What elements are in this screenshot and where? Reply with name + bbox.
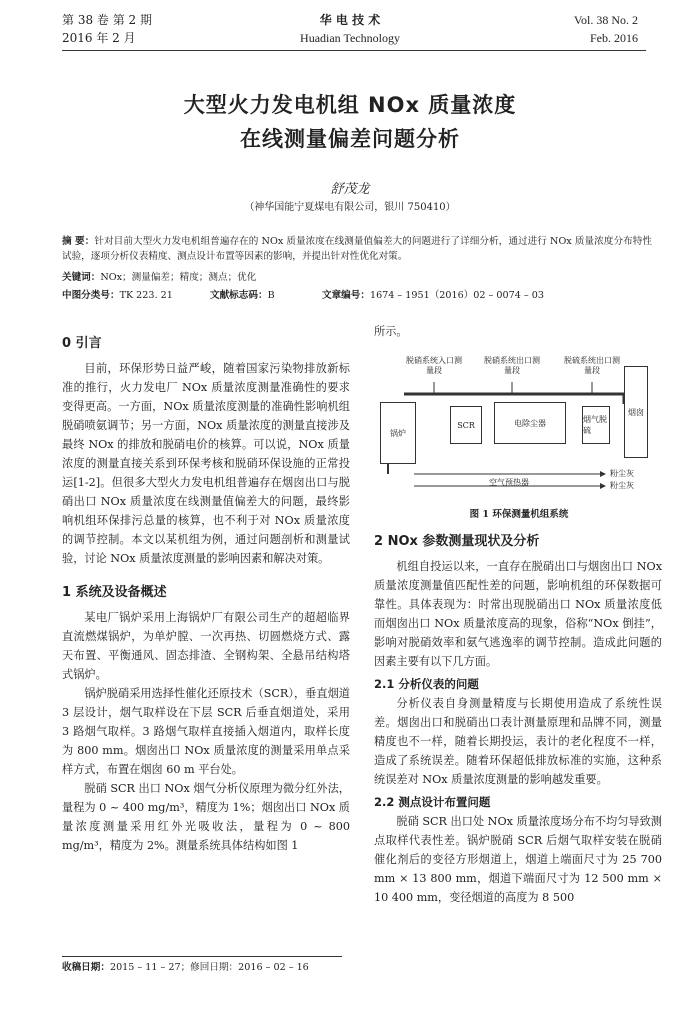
system-diagram	[374, 346, 664, 502]
right-column	[374, 530, 662, 907]
esp-box	[494, 402, 566, 444]
author: 舒茂龙	[330, 182, 370, 197]
left-column	[62, 322, 350, 855]
label-desulfurization-outlet: 脱硫系统出口测量段	[564, 356, 620, 375]
label-denitration-inlet: 脱硝系统入口测量段	[406, 356, 462, 375]
footnote-rule	[62, 956, 342, 957]
affiliation: （神华国能宁夏煤电有限公司，银川 750410）	[244, 202, 456, 213]
article-number-label: 文章编号：	[322, 290, 370, 301]
section-2-2-title: 2.2 测点设计布置问题	[374, 795, 491, 809]
doc-code	[210, 288, 275, 303]
figure-caption: 图 1 环保测量机组系统	[469, 509, 569, 520]
article-number-value: 1674 – 1951（2016）02 – 0074 – 03	[369, 290, 544, 301]
header-rule	[62, 50, 646, 51]
fly-ash-label: 粉尘灰	[610, 469, 634, 478]
section-1-paragraph-2: 锅炉脱硝采用选择性催化还原技术（SCR），垂直烟道 3 层设计，烟气取样设在下层 SCR 后垂直烟道处，采用 3 路烟气取样。3 路烟气取样直接插入烟道内，取样长度为 800 mm。烟囱出口 NOx 质量浓度的测量采用单点采样方式，布置在烟囱 60 m 平台处。	[62, 687, 350, 776]
journal-name-en: Huadian Technology	[300, 31, 400, 45]
received-dates-label: 收稿日期：	[62, 962, 110, 973]
journal-name-cn: 华 电 技 术	[319, 13, 381, 27]
clc	[62, 288, 173, 303]
air-preheater-label: 空气预热器	[489, 478, 529, 487]
keywords-label: 关键词：	[62, 272, 101, 283]
figure-reference: 所示。	[374, 325, 408, 338]
doc-code-label: 文献标志码：	[210, 290, 268, 301]
boiler-label: 锅炉	[390, 428, 406, 438]
fgd-label: 烟气脱硫	[583, 415, 607, 435]
clc-value: TK 223. 21	[119, 290, 173, 301]
article-number	[322, 288, 544, 303]
chimney-box	[624, 366, 648, 458]
received-dates	[62, 960, 309, 975]
journal-volume-cn: 第 38 卷 第 2 期	[62, 13, 152, 27]
section-2-paragraph: 机组自投运以来，一直存在脱硝出口与烟囱出口 NOx 质量浓度测量值匹配性差的问题，影响机组的环保数据可靠性。具体表现为：时常出现脱硝出口 NOx 质量浓度低而烟囱出口 NOx 质量浓度高的现象，俗称“NOx 倒挂”，影响对脱硝效率和氨气逃逸率的调节控制。造成此问题的因素主要有以下几方面。	[374, 560, 662, 668]
section-1-title: 1 系统及设备概述	[62, 585, 167, 600]
section-2-1-paragraph: 分析仪表自身测量精度与长期使用造成了系统性误差。烟囱出口和脱硝出口表计测量原理和品牌不同，测量精度也不一样，随着长期投运，表计的老化程度不一样，造成了系统误差。随着环保超低排放标准的实施，这种系统误差对 NOx 质量浓度测量的影响越发重要。	[374, 697, 662, 786]
section-1-paragraph-1: 某电厂锅炉采用上海锅炉厂有限公司生产的超超临界直流燃煤锅炉，为单炉膛、一次再热、切圆燃烧方式、露天布置、平衡通风、固态排渣、全钢构架、全悬吊结构塔式锅炉。	[62, 611, 350, 681]
abstract-label: 摘 要：	[62, 236, 95, 247]
ash-out-label: 粉尘灰	[610, 481, 634, 490]
label-denitration-outlet: 脱硝系统出口测量段	[484, 356, 540, 375]
section-2-2-paragraph: 脱硝 SCR 出口处 NOx 质量浓度场分布不均匀导致测点取样代表性差。锅炉脱硝 SCR 后烟气取样安装在脱硝催化剂后的变径方形烟道上，烟道上端面尺寸为 25 700 mm × 13 800 mm，烟道下端面尺寸为 12 500 mm × 10 400 mm，变径烟道的高度为 8 500	[374, 815, 662, 904]
paper-title-line1: 大型火力发电机组 NOx 质量浓度	[183, 93, 517, 117]
fgd-box	[582, 406, 610, 444]
abstract-text: 针对目前大型火力发电机组普遍存在的 NOx 质量浓度在线测量值偏差大的问题进行了详细分析，通过进行 NOx 质量浓度分布特性试验，逐项分析仪表精度、测点设计布置等因素的影响，并提出针对性优化对策。	[62, 236, 652, 262]
section-0-title: 0 引言	[62, 336, 102, 351]
clc-label: 中图分类号：	[62, 290, 120, 301]
paper-title-line2: 在线测量偏差问题分析	[240, 127, 460, 151]
scr-box	[450, 406, 482, 444]
journal-date-en: Feb. 2016	[590, 31, 638, 45]
section-1-paragraph-3: 脱硝 SCR 出口 NOx 烟气分析仪原理为微分红外法，量程为 0 ~ 400 mg/m³，精度为 1%；烟囱出口 NOx 质量浓度测量采用红外光吸收法，量程为 0 ~ 800 mg/m³，精度为 2%。测量系统具体结构如图 1	[62, 782, 350, 852]
doc-code-value: B	[267, 290, 275, 301]
keywords	[62, 270, 652, 285]
section-2-1-title: 2.1 分析仪表的问题	[374, 677, 479, 691]
scr-label: SCR	[457, 420, 475, 430]
esp-label: 电除尘器	[514, 418, 546, 428]
section-0-paragraph: 目前，环保形势日益严峻，随着国家污染物排放新标准的推行，火力发电厂 NOx 质量浓度测量准确性的要求变得更高。一方面，NOx 质量浓度测量的准确性影响机组脱硝喷氨调节；另一方面，NOx 质量浓度的测量直接涉及最终 NOx 的排放和脱硝电价的核算。可以说，NOx 质量浓度的测量直接关系到环保考核和脱硝环保设施的正常投运[1-2]。但很多大型火力发电机组普遍存在烟囱出口与脱硝出口 NOx 质量浓度在线测量值偏差大的问题，最终影响机组环保排污总量的核算，也不利于对 NOx 质量浓度的调节控制。本文以某机组为例，通过问题剖析和测量试验，讨论 NOx 质量浓度测量的影响因素和解决对策。	[62, 362, 350, 565]
chimney-label: 烟囱	[628, 407, 644, 417]
abstract	[62, 234, 652, 264]
section-2-title: 2 NOx 参数测量现状及分析	[374, 534, 540, 549]
boiler-box	[380, 402, 416, 464]
received-dates-text: 2015 – 11 – 27；修回日期：2016 – 02 – 16	[109, 962, 309, 973]
journal-volume-en: Vol. 38 No. 2	[573, 13, 638, 27]
journal-date-cn: 2016 年 2 月	[62, 31, 136, 45]
keywords-text: NOx；测量偏差；精度；测点；优化	[100, 272, 257, 283]
